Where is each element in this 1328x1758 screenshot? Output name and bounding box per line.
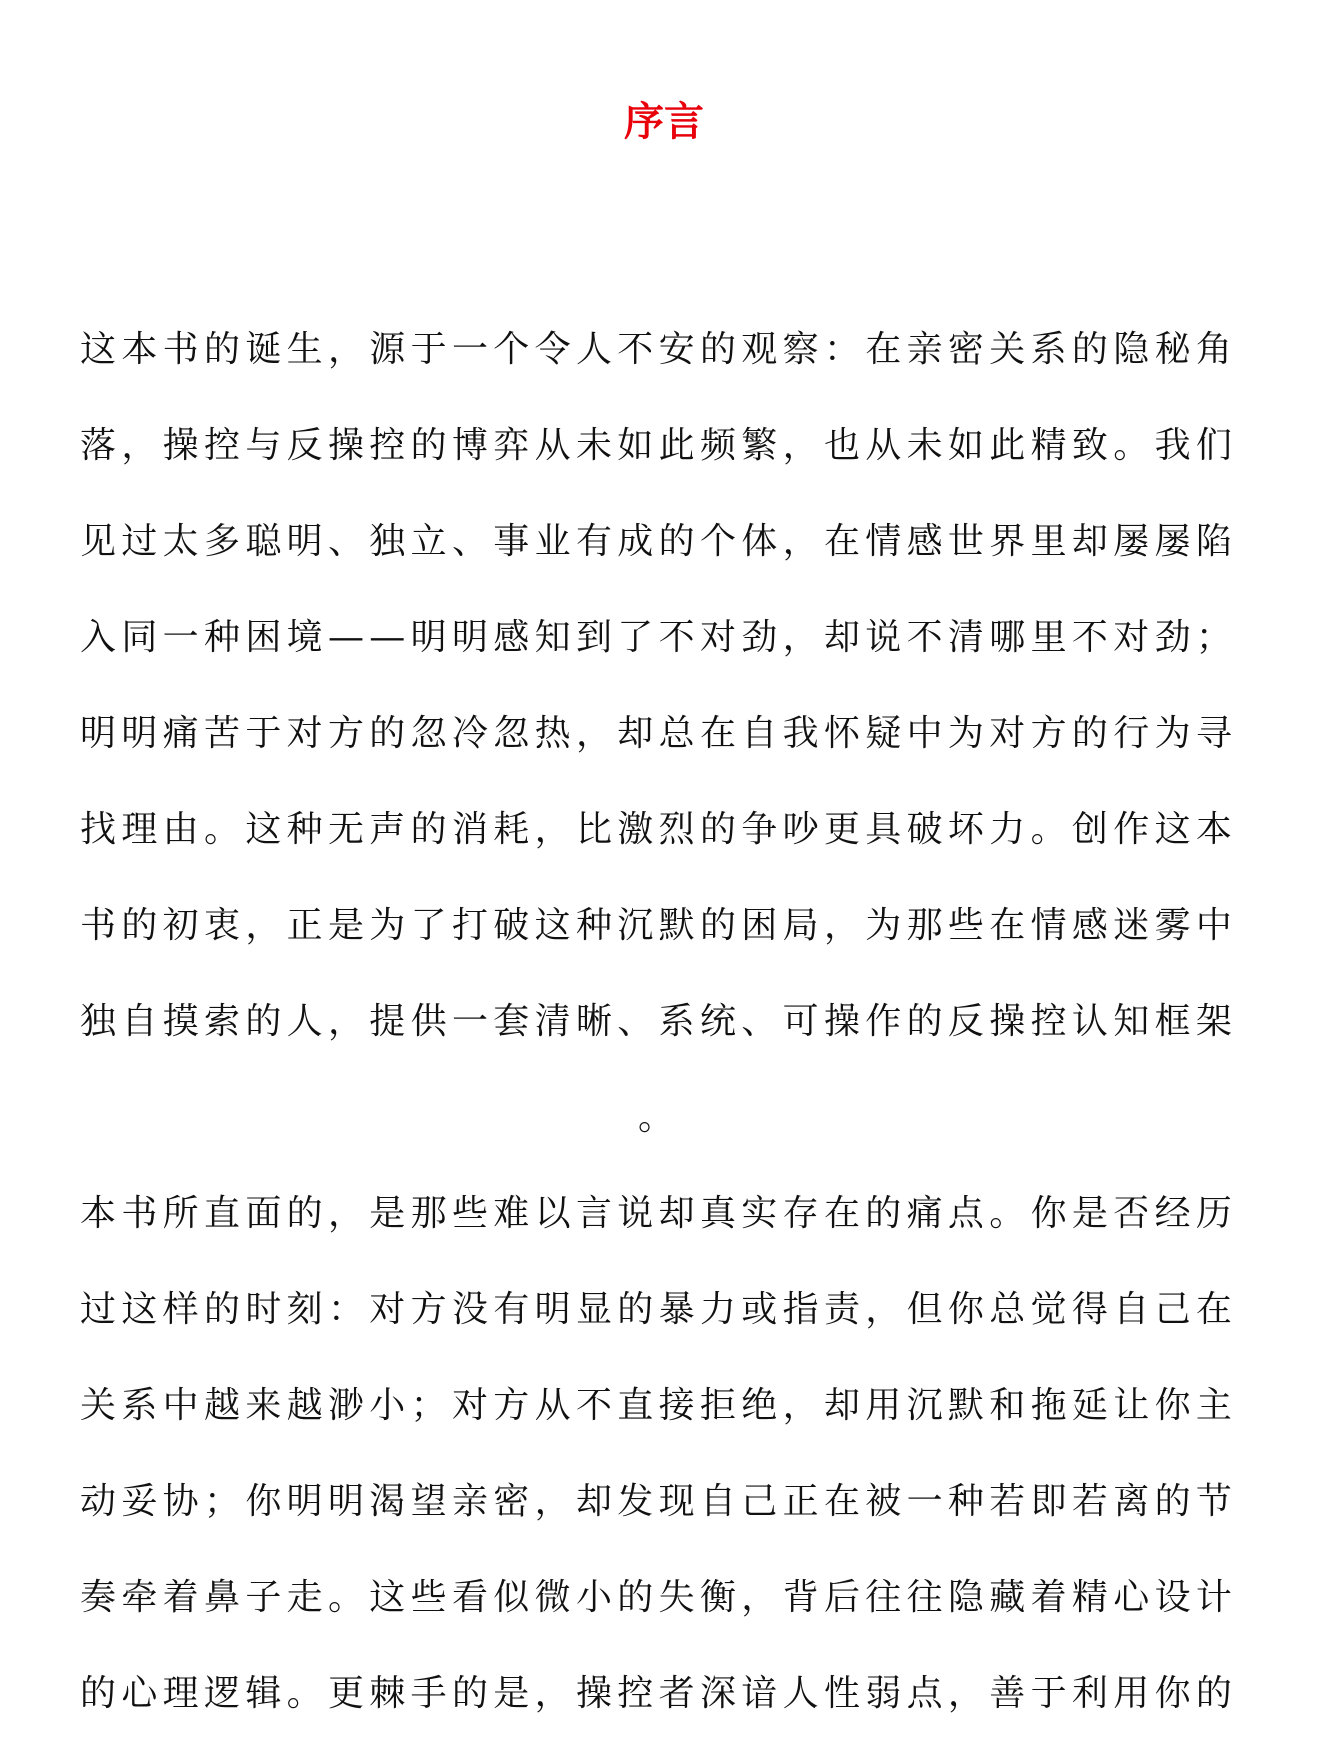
text-line: 本书所直面的，是那些难以言说却真实存在的痛点。你是否经历: [80, 1193, 1238, 1234]
text-line: 找理由。这种无声的消耗，比激烈的争吵更具破坏力。创作这本: [80, 809, 1238, 850]
text-line: 书的初衷，正是为了打破这种沉默的困局，为那些在情感迷雾中: [80, 905, 1238, 946]
text-line: 动妥协；你明明渴望亲密，却发现自己正在被一种若即若离的节: [80, 1481, 1238, 1522]
text-line: 过这样的时刻：对方没有明显的暴力或指责，但你总觉得自己在: [80, 1289, 1238, 1330]
text-line: 明明痛苦于对方的忽冷忽热，却总在自我怀疑中为对方的行为寻: [80, 713, 1238, 754]
text-line: 关系中越来越渺小；对方从不直接拒绝，却用沉默和拖延让你主: [80, 1385, 1238, 1426]
text-line: 入同一种困境——明明感知到了不对劲，却说不清哪里不对劲；: [80, 617, 1238, 658]
body-text: [80, 318, 1238, 1758]
page-title: 序言: [624, 99, 704, 145]
text-line: 落，操控与反操控的博弈从未如此频繁，也从未如此精致。我们: [80, 425, 1238, 466]
text-line: 独自摸索的人，提供一套清晰、系统、可操作的反操控认知框架: [80, 1001, 1238, 1042]
text-line: 奏牵着鼻子走。这些看似微小的失衡，背后往往隐藏着精心设计: [80, 1577, 1238, 1618]
text-line: 见过太多聪明、独立、事业有成的个体，在情感世界里却屡屡陷: [80, 521, 1238, 562]
text-line: 这本书的诞生，源于一个令人不安的观察：在亲密关系的隐秘角: [80, 329, 1238, 370]
text-line: 的心理逻辑。更棘手的是，操控者深谙人性弱点，善于利用你的: [80, 1673, 1238, 1714]
text-line-orphan-period: 。: [637, 1097, 674, 1138]
